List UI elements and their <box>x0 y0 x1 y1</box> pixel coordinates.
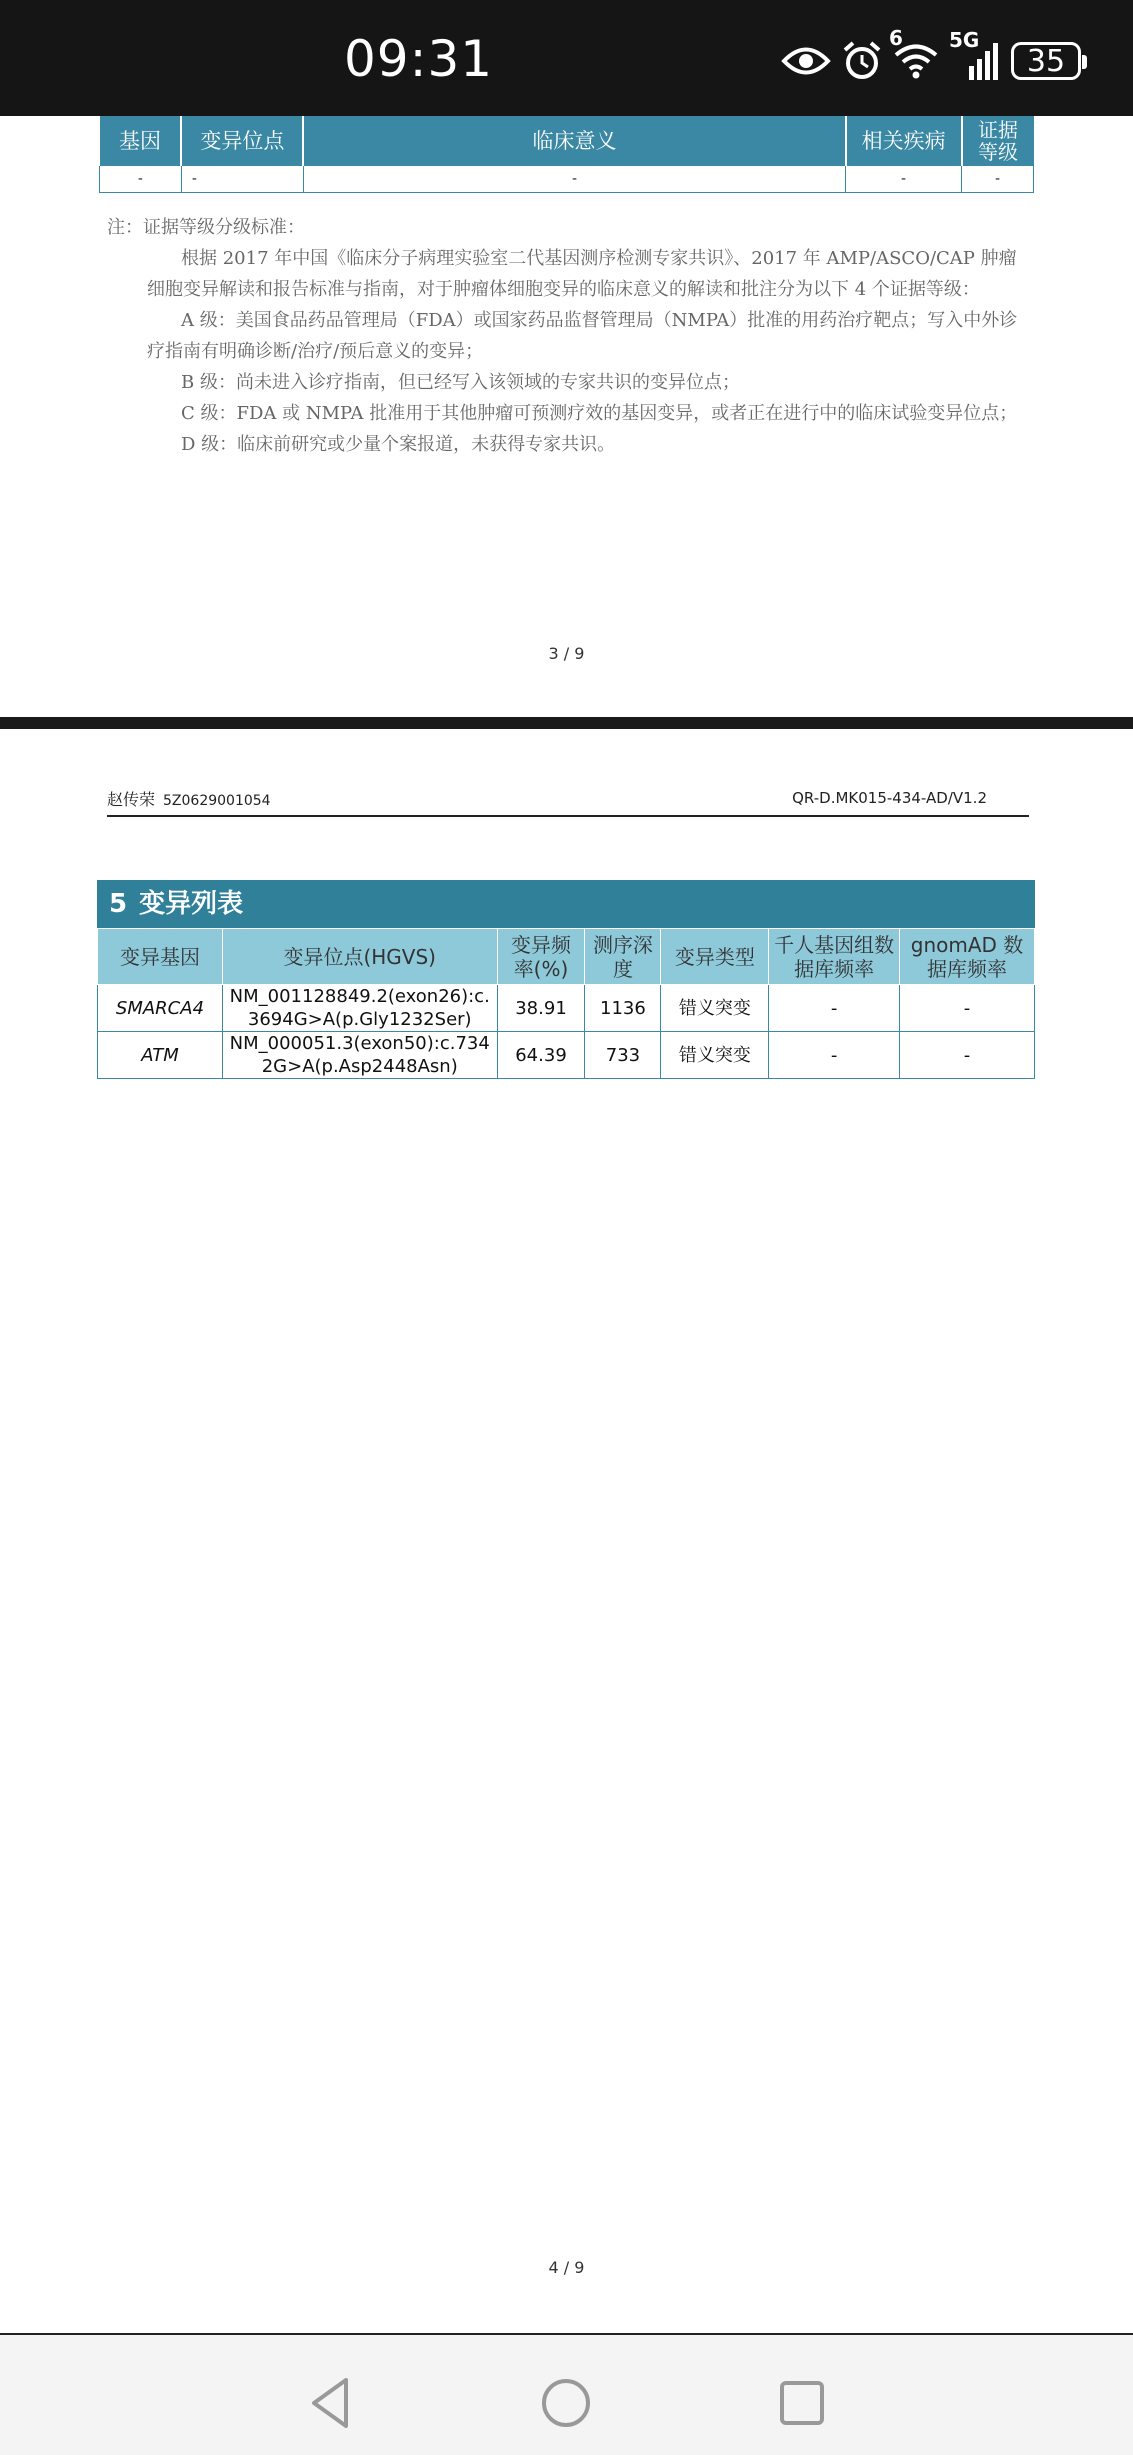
header-variant: 变异位点 <box>181 116 303 166</box>
patient-id: 5Z0629001054 <box>163 793 271 809</box>
note-level-b: B 级：尚未进入诊疗指南，但已经写入该领域的专家共识的变异位点； <box>181 372 740 393</box>
evidence-note <box>107 212 1032 460</box>
note-level-d: D 级：临床前研究或少量个案报道，未获得专家共识。 <box>181 434 616 455</box>
table-cell: - <box>181 166 303 193</box>
table-row <box>98 1032 1035 1079</box>
header-gene: 基因 <box>100 116 182 166</box>
note-level-c: C 级：FDA 或 NMPA 批准用于其他肿瘤可预测疗效的基因变异，或者正在进行中的临床试验变异位点； <box>181 403 1018 424</box>
wifi-icon <box>889 26 939 80</box>
header-clinical-significance: 临床意义 <box>303 116 845 166</box>
table-cell: - <box>100 166 182 193</box>
page-number-4: 4 / 9 <box>548 2258 585 2277</box>
header-variant-type: 变异类型 <box>661 929 769 985</box>
table-row <box>98 985 1035 1032</box>
1000-genomes-frequency: - <box>769 985 900 1032</box>
wifi-label: 6 <box>889 26 903 50</box>
status-bar <box>0 0 1133 116</box>
patient-info <box>107 787 271 810</box>
signal-icon <box>949 28 1001 80</box>
home-icon[interactable] <box>536 2373 596 2433</box>
battery-indicator: 35 <box>1011 42 1081 80</box>
page-number-3: 3 / 9 <box>548 644 585 663</box>
variant-frequency: 38.91 <box>497 985 585 1032</box>
header-1000-genomes-frequency: 千人基因组数据库频率 <box>769 929 900 985</box>
header-evidence-level: 证据等级 <box>962 116 1034 166</box>
header-variant-frequency: 变异频率(%) <box>497 929 585 985</box>
table-cell: - <box>962 166 1034 193</box>
gnomad-frequency: - <box>900 985 1035 1032</box>
gnomad-frequency: - <box>900 1032 1035 1079</box>
header-hgvs: 变异位点(HGVS) <box>222 929 497 985</box>
note-title: 注：证据等级分级标准： <box>107 217 305 238</box>
sequencing-depth: 733 <box>585 1032 661 1079</box>
variant-frequency: 64.39 <box>497 1032 585 1079</box>
recents-icon[interactable] <box>772 2373 832 2433</box>
header-related-disease: 相关疾病 <box>846 116 962 166</box>
page-divider <box>0 717 1133 729</box>
back-icon[interactable] <box>300 2373 360 2433</box>
document-code: QR-D.MK015-434-AD/V1.2 <box>792 789 987 807</box>
header-gnomad-frequency: gnomAD 数据库频率 <box>900 929 1035 985</box>
patient-name: 赵传荣 <box>107 790 156 809</box>
1000-genomes-frequency: - <box>769 1032 900 1079</box>
table-row <box>100 166 1034 193</box>
navigation-bar <box>0 2333 1133 2455</box>
header-sequencing-depth: 测序深度 <box>585 929 661 985</box>
network-label: 5G <box>949 28 980 52</box>
variant-hgvs: NM_000051.3(exon50):c.7342G>A(p.Asp2448Asn) <box>222 1032 497 1079</box>
variant-gene: ATM <box>98 1032 223 1079</box>
page-header <box>107 787 1029 817</box>
variant-type: 错义突变 <box>661 985 769 1032</box>
table-cell: - <box>303 166 845 193</box>
variant-hgvs: NM_001128849.2(exon26):c.3694G>A(p.Gly1232Ser) <box>222 985 497 1032</box>
section-title <box>97 880 1035 928</box>
variant-table <box>97 928 1035 1079</box>
header-variant-gene: 变异基因 <box>98 929 223 985</box>
section-number: 5 <box>109 889 128 919</box>
note-level-a: A 级：美国食品药品管理局（FDA）或国家药品监督管理局（NMPA）批准的用药治疗靶点；写入中外诊疗指南有明确诊断/治疗/预后意义的变异； <box>147 310 1018 362</box>
variant-gene: SMARCA4 <box>98 985 223 1032</box>
status-time: 09:31 <box>344 30 494 88</box>
section-title-text: 变异列表 <box>139 889 244 919</box>
evidence-table <box>99 116 1034 193</box>
status-icons <box>781 26 1081 86</box>
alarm-icon <box>841 40 883 82</box>
eye-icon <box>781 44 831 78</box>
note-intro: 根据 2017 年中国《临床分子病理实验室二代基因测序检测专家共识》、2017 年 AMP/ASCO/CAP 肿瘤细胞变异解读和报告标准与指南，对于肿瘤体细胞变异的临床意义的解读和批注分为以下 4 个证据等级： <box>147 248 1017 300</box>
sequencing-depth: 1136 <box>585 985 661 1032</box>
table-cell: - <box>846 166 962 193</box>
variant-type: 错义突变 <box>661 1032 769 1079</box>
